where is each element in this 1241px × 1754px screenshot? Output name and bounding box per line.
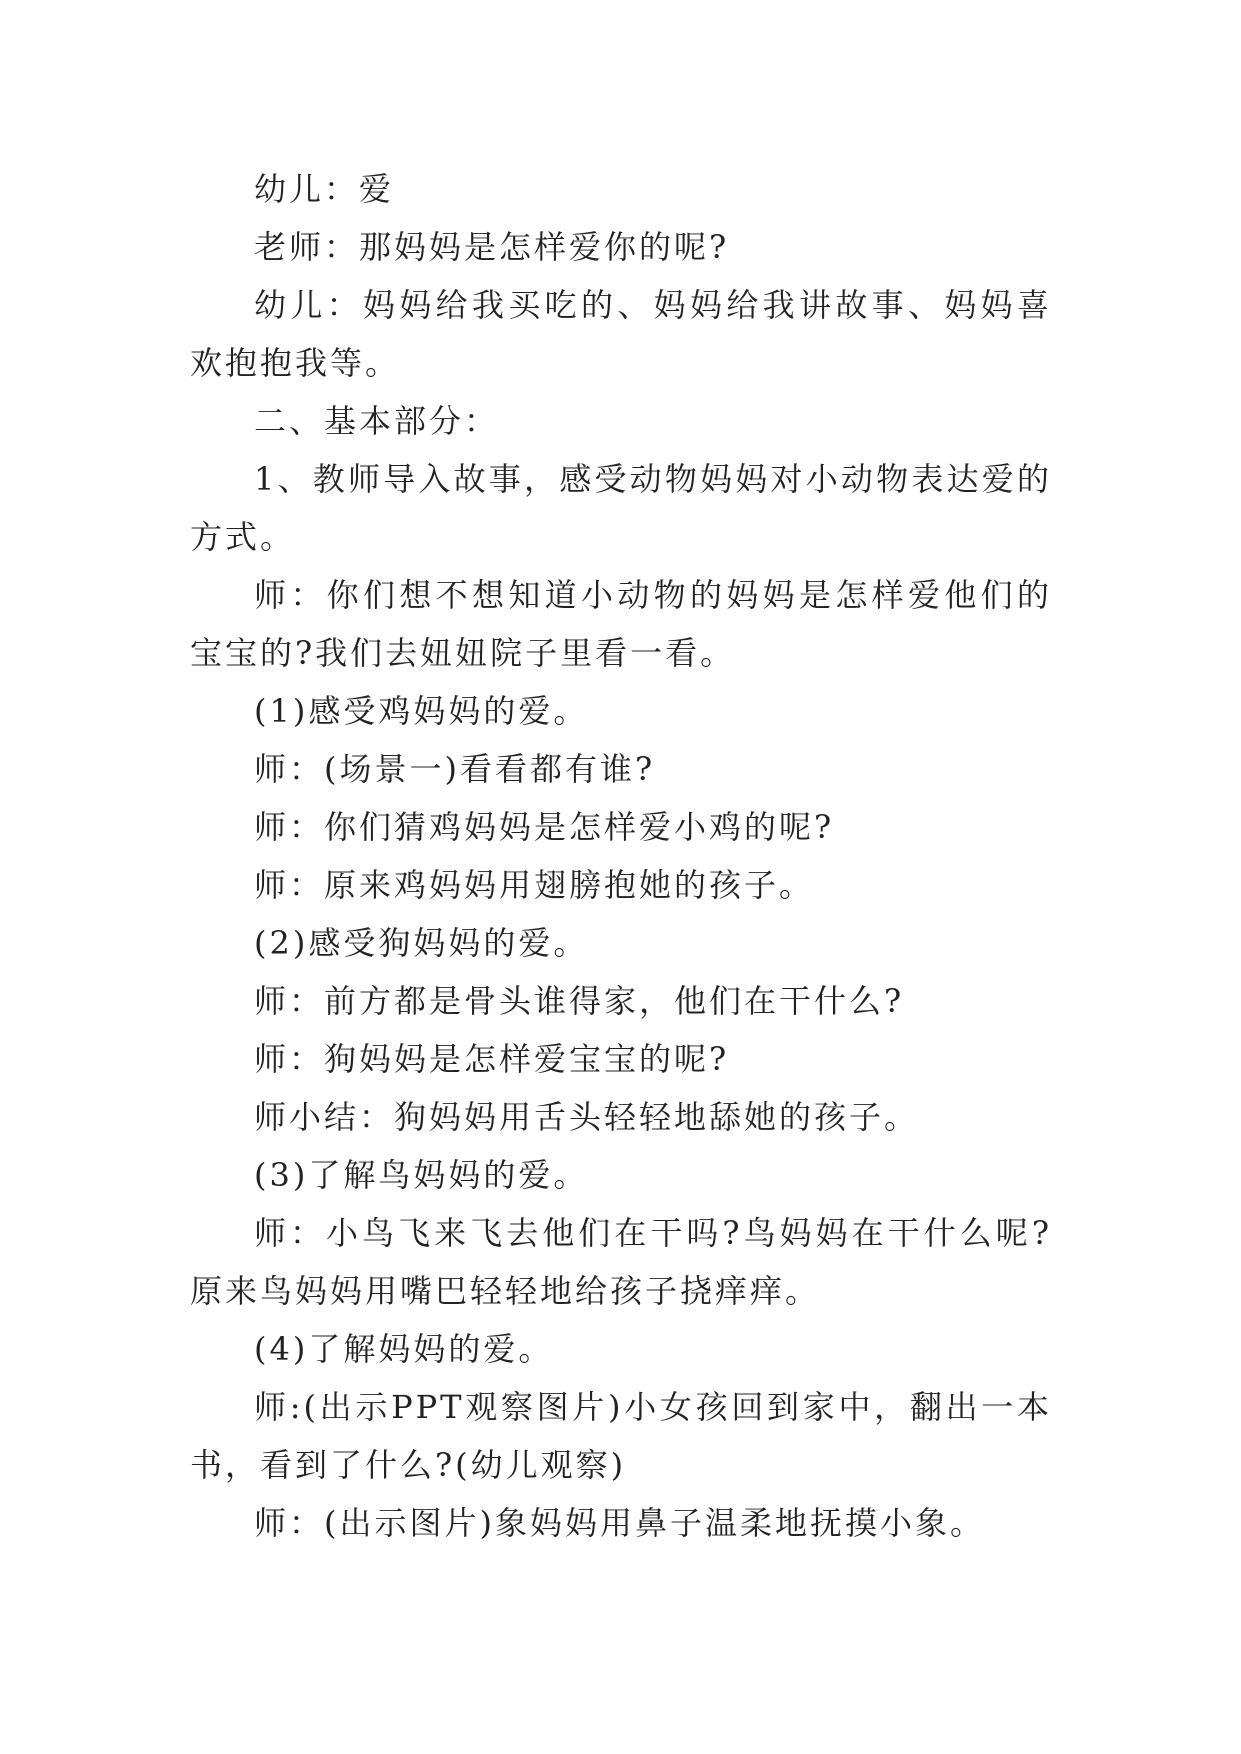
paragraph-17: (4)了解妈妈的爱。 [254,1330,554,1368]
paragraph-12: 师：前方都是骨头谁得家，他们在干什么? [254,982,905,1020]
paragraph-7: (1)感受鸡妈妈的爱。 [254,692,589,730]
paragraph-11: (2)感受狗妈妈的爱。 [254,924,589,962]
paragraph-18: 师:(出示PPT观察图片)小女孩回到家中，翻出一本书，看到了什么?(幼儿观察) [190,1388,1052,1484]
paragraph-9: 师：你们猜鸡妈妈是怎样爱小鸡的呢? [254,808,835,846]
paragraph-15: (3)了解鸟妈妈的爱。 [254,1156,589,1194]
section-heading-basic: 二、基本部分： [254,402,500,440]
paragraph-5: 1、教师导入故事，感受动物妈妈对小动物表达爱的方式。 [190,460,1052,556]
paragraph-3: 幼儿：妈妈给我买吃的、妈妈给我讲故事、妈妈喜欢抱抱我等。 [190,286,1052,382]
document-body [190,160,1052,1552]
paragraph-13: 师：狗妈妈是怎样爱宝宝的呢? [254,1040,730,1078]
paragraph-14: 师小结：狗妈妈用舌头轻轻地舔她的孩子。 [254,1098,920,1136]
paragraph-8: 师：(场景一)看看都有谁? [254,750,656,788]
paragraph-16: 师：小鸟飞来飞去他们在干吗?鸟妈妈在干什么呢?原来鸟妈妈用嘴巴轻轻地给孩子挠痒痒。 [190,1214,1052,1310]
paragraph-1: 幼儿：爱 [254,170,395,208]
paragraph-10: 师：原来鸡妈妈用翅膀抱她的孩子。 [254,866,815,904]
paragraph-6: 师：你们想不想知道小动物的妈妈是怎样爱他们的宝宝的?我们去妞妞院子里看一看。 [190,576,1052,672]
paragraph-2: 老师：那妈妈是怎样爱你的呢? [254,228,730,266]
paragraph-19: 师：(出示图片)象妈妈用鼻子温柔地抚摸小象。 [254,1504,985,1542]
